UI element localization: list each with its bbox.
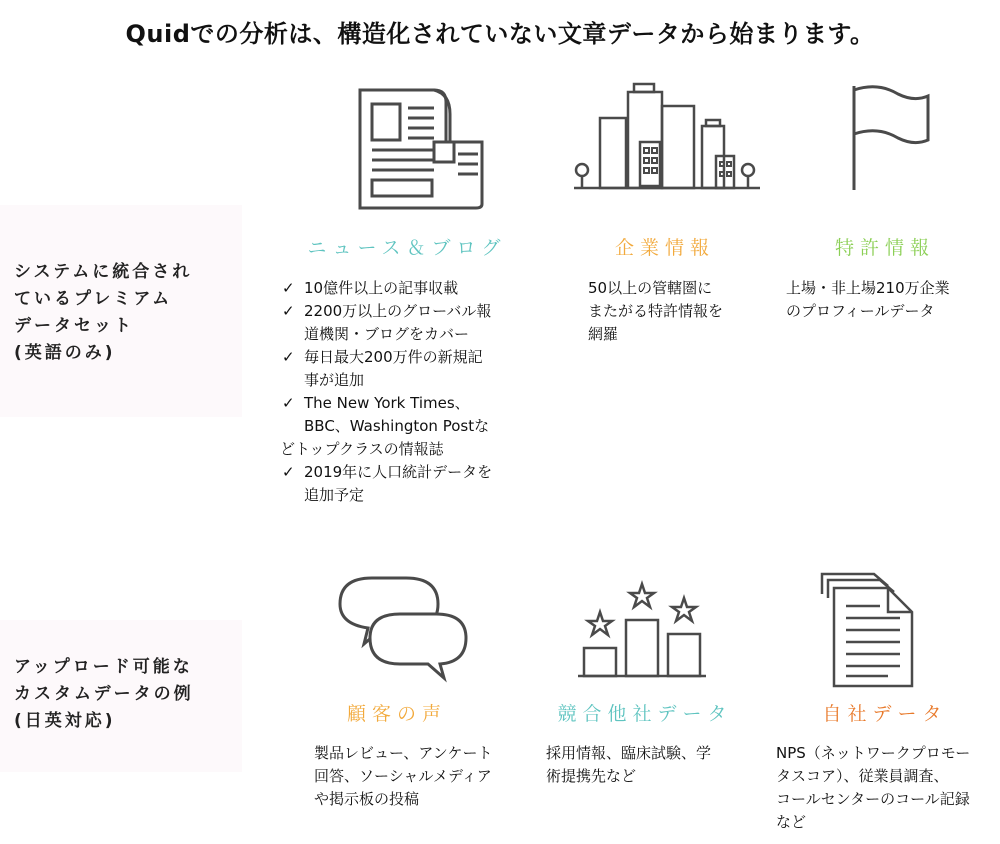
patent-info-title: 特許情報 [834,237,935,259]
section2-label-box [0,620,242,772]
list-item: ✓ 10億件以上の記事収載 [282,279,459,297]
city-buildings-icon [572,82,762,192]
customer-voice-title: 顧客の声 [346,703,447,725]
speech-bubbles-icon [336,574,470,684]
section1-label-box [0,205,242,417]
section2-label: アップロード可能な カスタムデータの例 (日英対応) [14,657,194,731]
competitor-data-title: 競合他社データ [557,703,733,725]
list-item: ✓ 毎日最大200万件の新規記 事が追加 [282,348,483,389]
company-info-desc: 50以上の管轄圏に またがる特許情報を 網羅 [588,279,724,343]
own-data-title: 自社データ [822,703,948,725]
flag-icon [848,84,932,194]
patent-info-desc: 上場・非上場210万企業 のプロフィールデータ [786,279,950,320]
customer-voice-desc: 製品レビュー、アンケート 回答、ソーシャルメディア や掲示板の投稿 [314,744,493,808]
list-item: ✓ The New York Times、 BBC、Washington Postな [282,394,490,435]
list-item: どトップクラスの情報誌 [280,440,444,458]
competitor-data-desc: 採用情報、臨床試験、学 術提携先など [546,744,712,785]
star-ranking-icon [578,580,708,680]
documents-icon [818,572,918,690]
section1-label: システムに統合され ているプレミアム データセット (英語のみ) [14,262,193,363]
news-blog-title: ニュース＆ブログ [307,237,507,259]
own-data-desc: NPS（ネットワークプロモー タスコア）、従業員調査、 コールセンターのコール記録 など [776,744,971,831]
page-title: Quidでの分析は、構造化されていない文章データから始まります。 [125,20,875,48]
list-item: ✓ 2200万以上のグローバル報 道機関・ブログをカバー [282,302,492,343]
company-info-title: 企業情報 [614,237,715,259]
list-item: ✓ 2019年に人口統計データを 追加予定 [282,463,493,504]
newspaper-icon [350,84,496,214]
news-blog-list [280,277,540,507]
